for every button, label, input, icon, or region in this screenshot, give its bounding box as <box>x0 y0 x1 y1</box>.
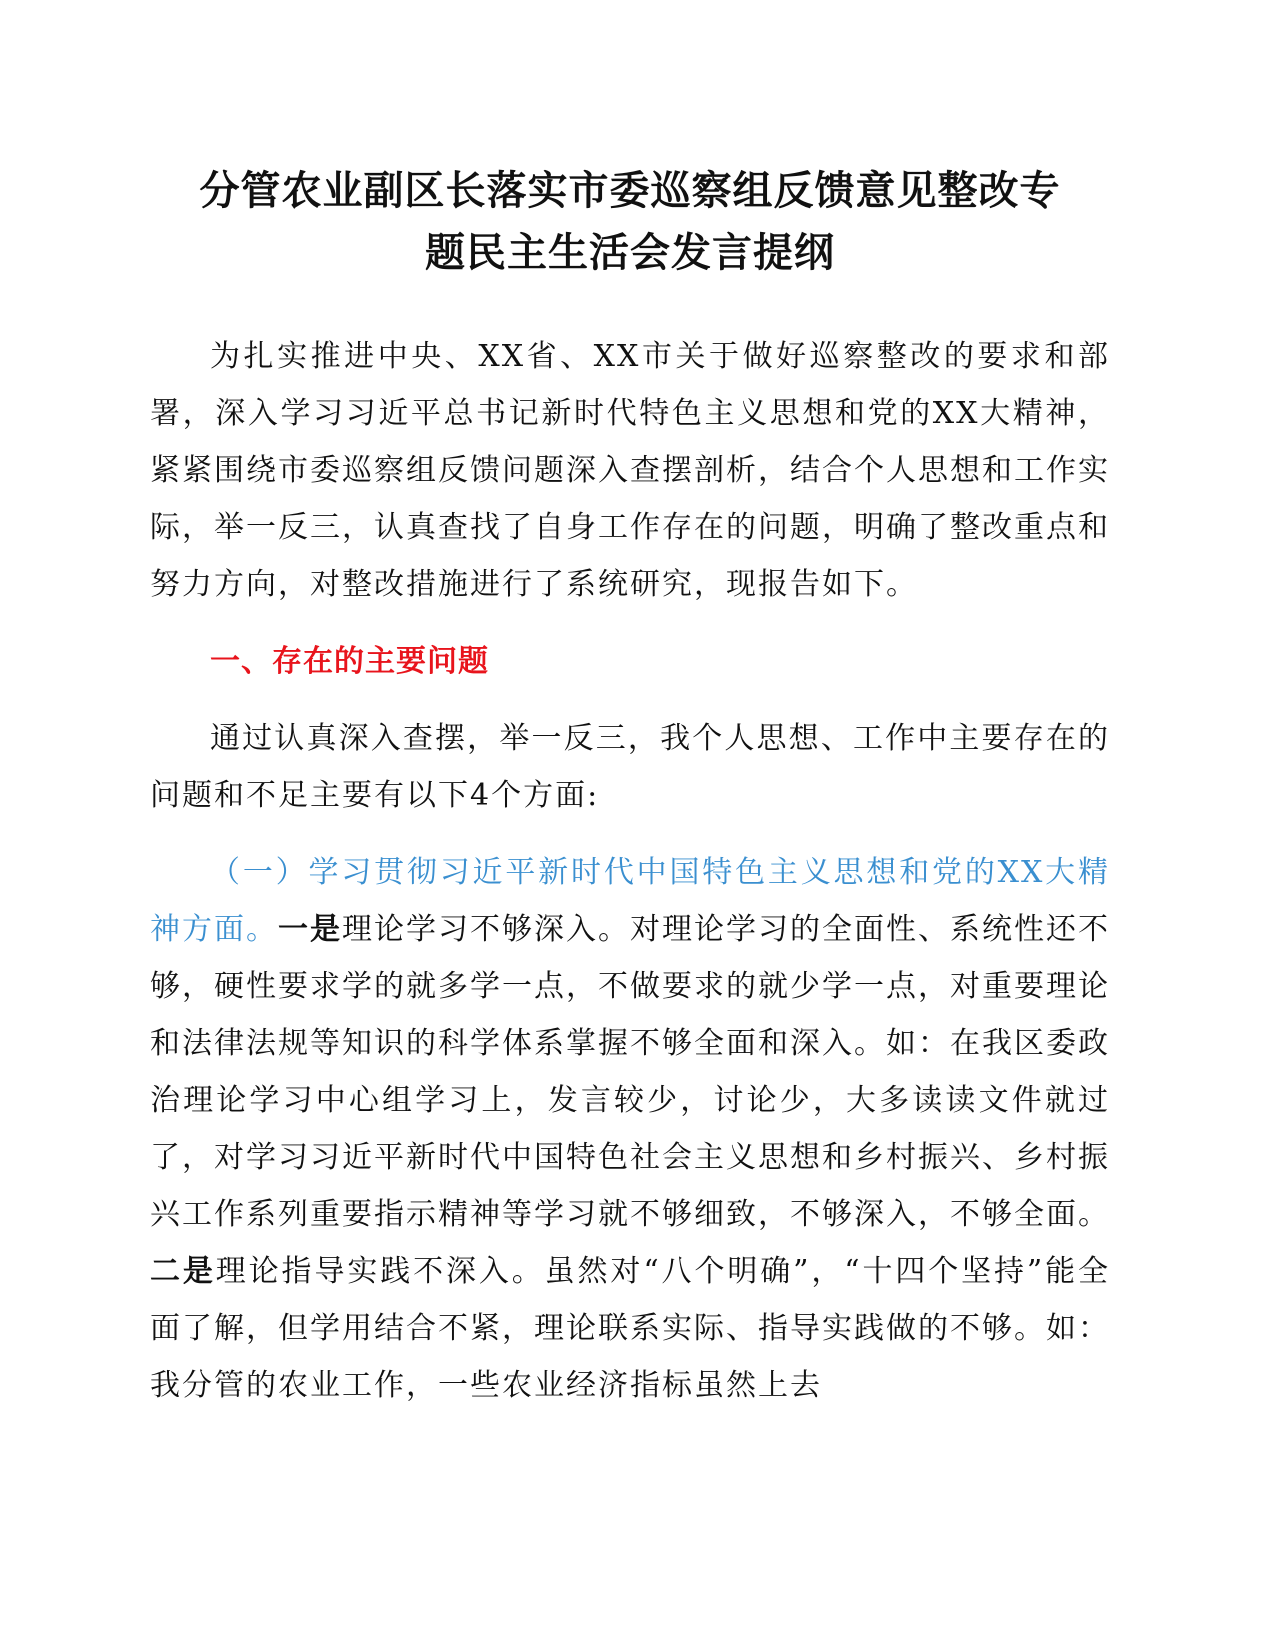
point-marker-1: 一是 <box>278 912 342 947</box>
point-text-2: 理论指导实践不深入。虽然对“八个明确”，“十四个坚持”能全面了解，但学用结合不紧，理论联系实际、指导实践做的不够。如：我分管的农业工作，一些农业经济指标虽然上去 <box>150 1254 1110 1403</box>
intro-paragraph: 为扎实推进中央、XX省、XX市关于做好巡察整改的要求和部署，深入学习习近平总书记新时代特色主义思想和党的XX大精神，紧紧围绕市委巡察组反馈问题深入查摆剖析，结合个人思想和工作实际，举一反三，认真查找了自身工作存在的问题，明确了整改重点和努力方向，对整改措施进行了系统研究，现报告如下。 <box>150 339 1110 602</box>
section-1-lead-paragraph: 通过认真深入查摆，举一反三，我个人思想、工作中主要存在的问题和不足主要有以下4个方面: <box>150 721 1110 813</box>
subsection-1-paragraph <box>150 844 1110 1414</box>
title-line-1: 分管农业副区长落实市委巡察组反馈意见整改专 <box>199 168 1061 214</box>
document-page <box>150 160 1110 1414</box>
section-heading-1: 一、存在的主要问题 <box>210 644 489 679</box>
point-text-1: 理论学习不够深入。对理论学习的全面性、系统性还不够，硬性要求学的就多学一点，不做要求的就少学一点，对重要理论和法律法规等知识的科学体系掌握不够全面和深入。如：在我区委政治理论学习中心组学习上，发言较少，讨论少，大多读读文件就过了，对学习习近平新时代中国特色社会主义思想和乡村振兴、乡村振兴工作系列重要指示精神等学习就不够细致，不够深入，不够全面。 <box>150 912 1110 1232</box>
subsection-heading-1: （一）学习贯彻习近平新时代中国特色主义思想和党的XX大精神方面。 <box>150 855 1110 947</box>
point-marker-2: 二是 <box>150 1254 216 1289</box>
title-line-2: 题民主生活会发言提纲 <box>425 230 835 276</box>
document-title <box>150 160 1110 284</box>
